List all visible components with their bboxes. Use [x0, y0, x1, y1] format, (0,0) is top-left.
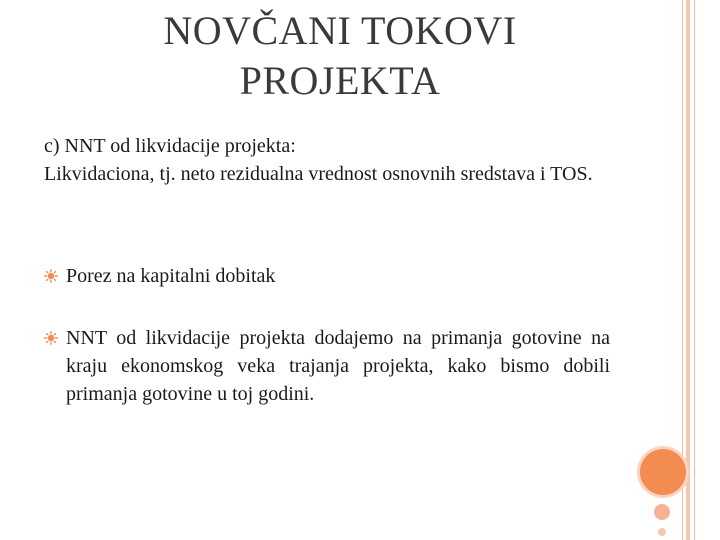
- bullet-text: NNT od likvidacije projekta dodajemo na primanja gotovine na kraju ekonomskog veka trajanja projekta, kako bismo dobili primanja gotovine u toj godini.: [66, 327, 610, 405]
- decor-circle-small-2: [658, 528, 666, 536]
- bullet-list: [44, 262, 610, 408]
- title-line-1: NOVČANI TOKOVI: [163, 8, 517, 53]
- decor-circle-large: [640, 449, 686, 495]
- bullet-text: Porez na kapitalni dobitak: [66, 265, 276, 287]
- decor-vertical-line-2: [694, 0, 695, 540]
- list-item: [44, 262, 610, 290]
- sun-bullet-icon: [44, 269, 58, 283]
- page-title: [60, 6, 620, 106]
- intro-text: Likvidaciona, tj. neto rezidualna vrednost osnovnih sredstava i TOS.: [44, 163, 593, 185]
- title-line-2: PROJEKTA: [239, 58, 441, 103]
- decor-vertical-bar: [686, 0, 690, 540]
- decor-circle-small-1: [654, 504, 670, 520]
- sun-bullet-icon: [44, 331, 58, 345]
- intro-block: [44, 132, 610, 188]
- intro-heading: c) NNT od likvidacije projekta:: [44, 135, 296, 157]
- list-item: [44, 324, 610, 408]
